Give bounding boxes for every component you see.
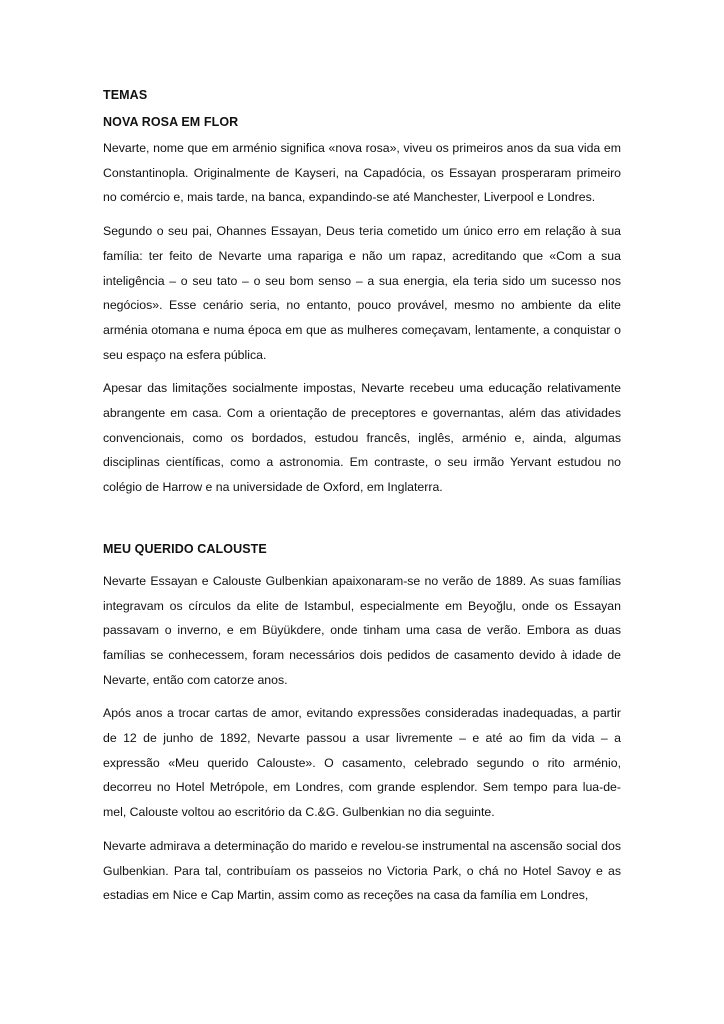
section-spacer — [103, 509, 621, 538]
section-title: MEU QUERIDO CALOUSTE — [103, 541, 267, 556]
section-label: TEMAS — [103, 88, 148, 102]
section-title: NOVA ROSA EM FLOR — [103, 115, 239, 129]
paragraph: Nevarte, nome que em arménio significa «nova rosa», viveu os primeiros anos da sua vida em Constantinopla. Originalmente de Kayseri, na Capadócia, os Essayan prosperaram primeiro no comércio e, mais tarde, na banca, expandindo-se até Manchester, Liverpool e Londres. — [103, 141, 621, 205]
document-page — [103, 84, 621, 917]
paragraph: Apesar das limitações socialmente impostas, Nevarte recebeu uma educação relativamente abrangente em casa. Com a orientação de preceptores e governantas, além das atividades convencionais, como os bordados, estudou francês, inglês, arménio e, ainda, algumas disciplinas científicas, como a astronomia. Em contraste, o seu irmão Yervant estudou no colégio de Harrow e na universidade de Oxford, em Inglaterra. — [103, 381, 621, 495]
paragraph: Nevarte Essayan e Calouste Gulbenkian apaixonaram-se no verão de 1889. As suas famílias integravam os círculos da elite de Istambul, especialmente em Beyoğlu, onde os Essayan passavam o inverno, e em Büyükdere, onde tinham uma casa de verão. Embora as duas famílias se conhecessem, foram necessários dois pedidos de casamento devido à idade de Nevarte, então com catorze anos. — [103, 573, 621, 687]
paragraph: Nevarte admirava a determinação do marido e revelou-se instrumental na ascensão social dos Gulbenkian. Para tal, contribuíam os passeios no Victoria Park, o chá no Hotel Savoy e as estadias em Nice e Cap Martin, assim como as receções na casa da família em Londres, — [103, 838, 621, 903]
section-meu-querido-calouste — [103, 538, 621, 908]
paragraph: Segundo o seu pai, Ohannes Essayan, Deus teria cometido um único erro em relação à sua família: ter feito de Nevarte uma rapariga e não um rapaz, acreditando que «Com a sua inteligência – o seu tato – o seu bom senso – a sua energia, ela teria sido um sucesso nos negócios». Esse cenário seria, no entanto, pouco provável, mesmo no ambiente da elite arménia otomana e numa época em que as mulheres começavam, lentamente, a conquistar o seu espaço na esfera pública. — [103, 224, 621, 362]
section-nova-rosa — [103, 111, 621, 500]
paragraph: Após anos a trocar cartas de amor, evitando expressões consideradas inadequadas, a partir de 12 de junho de 1892, Nevarte passou a usar livremente – e até ao fim da vida – a expressão «Meu querido Calouste». O casamento, celebrado segundo o rito arménio, decorreu no Hotel Metrópole, em Londres, com grande esplendor. Sem tempo para lua-de-mel, Calouste voltou ao escritório da C.&G. Gulbenkian no dia seguinte. — [103, 706, 621, 820]
